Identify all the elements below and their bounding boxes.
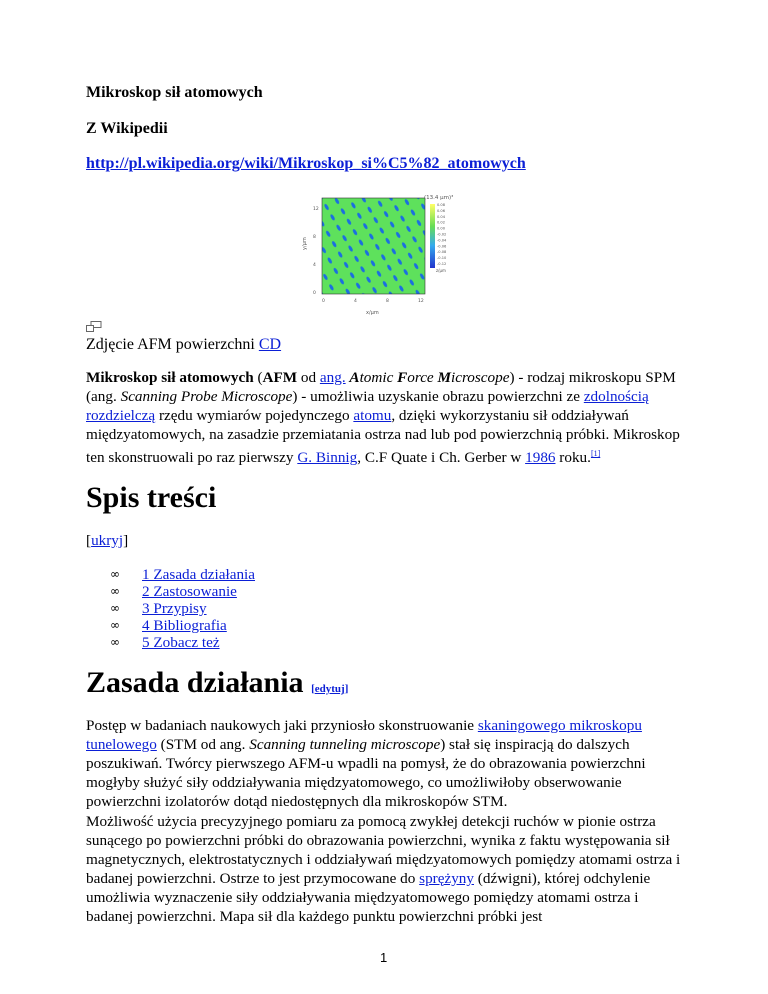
colorbar-value: -0.08 [437, 250, 447, 255]
colorbar-value: 0.00 [437, 226, 446, 231]
enlarge-icon[interactable] [86, 321, 102, 332]
section-paragraph-1: Postęp w badaniach naukowych jaki przyniosło skonstruowanie skaningowego mikroskopu tunelowego (STM od ang. Scanning tunneling microscope) stał się inspiracją do dalszych poszukiwań. Twórcy pierwszego AFM-u wpadli na pomysł, że do obrazowania powierzchni mogłyby służyć siły oddziaływania międzyatomowego, co umożliwiłoby obserwowanie powierzchni izolatorów dotąd niedostępnych dla mikroskopów STM. [86, 717, 646, 810]
afm-scan-map [322, 198, 425, 294]
y-tick-label: 8 [313, 235, 316, 240]
toc-hide-link[interactable]: ukryj [91, 532, 124, 549]
colorbar-value: -0.10 [437, 256, 447, 261]
y-tick-label: 4 [313, 263, 316, 268]
afm-image-figure [296, 190, 472, 318]
y-tick-label: 0 [313, 291, 316, 296]
bullet-icon: ∞ [110, 618, 120, 632]
colorbar-labels [437, 203, 447, 266]
bullet-icon: ∞ [110, 635, 120, 649]
section-edit-link[interactable]: edytuj [314, 683, 345, 695]
x-tick-label: 8 [386, 299, 389, 304]
caption-text: Zdjęcie AFM powierzchni [86, 336, 259, 353]
x-tick-label: 12 [418, 299, 424, 304]
bullet-icon: ∞ [110, 567, 120, 581]
caption-link-cd[interactable]: CD [258, 336, 282, 353]
link-atomu[interactable]: atomu [353, 407, 392, 424]
figure-caption [86, 335, 281, 354]
document-title: Mikroskop sił atomowych [86, 84, 263, 101]
y-tick-label: 12 [313, 207, 319, 212]
link-sprezyny[interactable]: sprężyny [419, 870, 474, 887]
page-number: 1 [380, 950, 388, 965]
colorbar-value: -0.02 [437, 232, 447, 237]
link-1986[interactable]: 1986 [525, 449, 556, 467]
toc-item [110, 634, 255, 651]
toc-heading: Spis treści [86, 481, 217, 514]
link-stm[interactable]: skaningowego mikroskopu tunelowego [86, 717, 642, 753]
bullet-icon: ∞ [110, 584, 120, 598]
toc-item [110, 600, 255, 617]
colorbar-value: 0.06 [437, 208, 446, 213]
toc-link-zasada[interactable]: 1 Zasada działania [142, 566, 256, 583]
toc-toggle: [ukryj] [86, 532, 129, 549]
toc-link-zastosowanie[interactable]: 2 Zastosowanie [142, 583, 237, 600]
toc-item [110, 583, 255, 600]
x-tick-labels [322, 298, 424, 304]
source-url-link[interactable]: http://pl.wikipedia.org/wiki/Mikroskop_si%C5%82_atomowych [86, 155, 526, 172]
section-heading-zasada: Zasada działania [edytuj] [86, 666, 349, 699]
link-ang[interactable]: ang. [319, 369, 346, 386]
toc-list [110, 566, 255, 651]
term-afm-full: Mikroskop sił atomowych [86, 369, 254, 386]
bullet-icon: ∞ [110, 601, 120, 615]
source-label: Z Wikipedii [86, 120, 168, 137]
toc-item [110, 566, 255, 583]
section-paragraph-2: Możliwość użycia precyzyjnego pomiaru za pomocą zwykłej detekcji ruchów w pionie ostrza sunącego po powierzchni próbki do obrazowania powierzchni, wynika z faktu występowania sił magnetycznych, elektrostatycznych i oddziaływań międzyatomowych pomiędzy atomami ostrza i badanej powierzchni. Ostrze to jest przymocowane do sprężyny (dźwigni), której odchylenie umożliwia wyznaczenie siły oddziaływania międzyatomowego pomiędzy atomami ostrza i badanej powierzchni. Mapa sił dla każdego punktu powierzchni próbki jest [86, 813, 681, 925]
x-tick-label: 0 [322, 299, 325, 304]
x-tick-label: 4 [354, 299, 357, 304]
colorbar-value: 0.08 [437, 203, 446, 207]
toc-link-bibliografia[interactable]: 4 Bibliografia [142, 617, 227, 634]
toc-link-przypisy[interactable]: 3 Przypisy [142, 600, 207, 617]
toc-link-zobacz[interactable]: 5 Zobacz też [142, 634, 220, 651]
colorbar-value: -0.12 [437, 262, 447, 266]
colorbar-value: 0.02 [437, 220, 446, 225]
toc-item [110, 617, 255, 634]
link-binnig[interactable]: G. Binnig [297, 449, 358, 467]
intro-paragraph: Mikroskop sił atomowych (AFM od ang. Atomic Force Microscope) - rodzaj mikroskopu SPM (ang. Scanning Probe Microscope) - umożliwia uzyskanie obrazu powierzchni ze zdolnością rozdzielczą rzędu wymiarów pojedynczego atomu, dzięki wykorzystaniu sił oddziaływań międzyatomowych, na zasadzie przemiatania ostrza nad lub pod powierzchnią próbki. Mikroskop ten skonstruowali po raz pierwszy G. Binnig, C.F Quate i Ch. Gerber w 1986 roku.[1] [86, 369, 680, 467]
link-zdolnosc-rozdzielcza[interactable]: zdolnością rozdzielczą [86, 388, 649, 424]
colorbar-value: -0.06 [437, 244, 447, 249]
colorbar-value: 0.04 [437, 214, 446, 219]
colorbar-title: z/μm [436, 268, 446, 273]
section-edit: [edytuj] [311, 683, 349, 695]
y-axis-label: y/μm [302, 237, 308, 250]
colorbar-value: -0.04 [437, 238, 447, 243]
colorbar [430, 204, 435, 268]
y-tick-labels [313, 206, 319, 296]
x-axis-label: x/μm [366, 310, 379, 316]
reference-1-link[interactable]: [1] [590, 449, 601, 458]
figure-unit-label: (13.4 μm)³ [424, 195, 454, 201]
term-afm-abbr: AFM [262, 369, 298, 386]
